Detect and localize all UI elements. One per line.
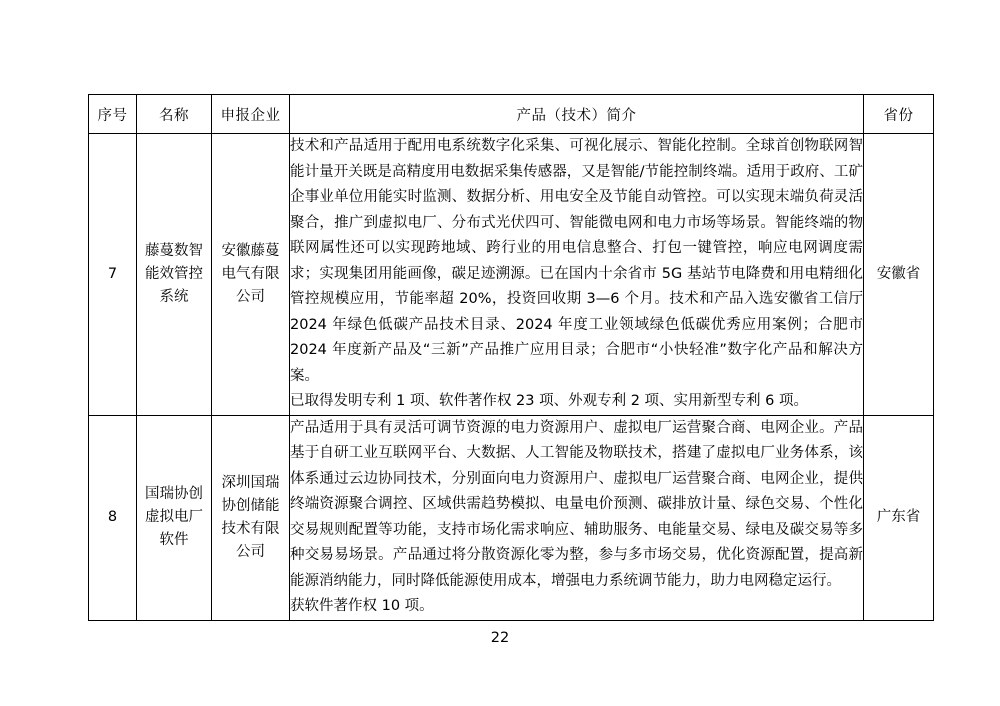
table-row	[89, 415, 934, 620]
cell-description	[290, 415, 864, 620]
description-paragraph: 产品适用于具有灵活可调节资源的电力资源用户、虚拟电厂运营聚合商、电网企业。产品基于自研工业互联网平台、大数据、人工智能及物联技术，搭建了虚拟电厂业务体系，该体系通过云边协同技术，分别面向电力资源用户、虚拟电厂运营聚合商、电网企业，提供终端资源聚合调控、区域供需趋势模拟、电量电价预测、碳排放计量、绿色交易、个性化交易规则配置等功能，支持市场化需求响应、辅助服务、电能量交易、绿电及碳交易等多种交易易场景。产品通过将分散资源化零为整，参与多市场交易，优化资源配置，提高新能源消纳能力，同时降低能源使用成本，增强电力系统调节能力，助力电网稳定运行。	[290, 419, 863, 589]
description-paragraph: 获软件著作权 10 项。	[290, 598, 434, 614]
cell-province: 广东省	[864, 415, 934, 620]
cell-sequence: 8	[89, 415, 137, 620]
table-header-row	[89, 95, 934, 134]
table-row	[89, 134, 934, 416]
cell-description	[290, 134, 864, 416]
cell-name: 藤蔓数智能效管控系统	[137, 134, 212, 416]
column-header-company: 申报企业	[212, 95, 290, 134]
description-paragraph: 已取得发明专利 1 项、软件著作权 23 项、外观专利 2 项、实用新型专利 6 项。	[290, 393, 808, 409]
cell-name: 国瑞协创虚拟电厂软件	[137, 415, 212, 620]
cell-company: 安徽藤蔓电气有限公司	[212, 134, 290, 416]
table-body	[89, 134, 934, 621]
column-header-sequence: 序号	[89, 95, 137, 134]
cell-company: 深圳国瑞协创储能技术有限公司	[212, 415, 290, 620]
description-paragraph: 技术和产品适用于配用电系统数字化采集、可视化展示、智能化控制。全球首创物联网智能计量开关既是高精度用电数据采集传感器，又是智能/节能控制终端。适用于政府、工矿企事业单位用能实时监测、数据分析、用电安全及节能自动管控。可以实现末端负荷灵活聚合，推广到虚拟电厂、分布式光伏四可、智能微电网和电力市场等场景。智能终端的物联网属性还可以实现跨地域、跨行业的用电信息整合、打包一键管控，响应电网调度需求；实现集团用能画像，碳足迹溯源。已在国内十余省市 5G 基站节电降费和用电精细化管控规模应用，节能率超 20%，投资回收期 3—6 个月。技术和产品入选安徽省工信厅 2024 年绿色低碳产品技术目录、2024 年度工业领域绿色低碳优秀应用案例；合肥市 2024 年度新产品及“三新”产品推广应用目录；合肥市“小快轻准”数字化产品和解决方案。	[290, 138, 863, 384]
cell-sequence: 7	[89, 134, 137, 416]
table-header	[89, 95, 934, 134]
page-number: 22	[490, 630, 510, 646]
cell-province: 安徽省	[864, 134, 934, 416]
column-header-province: 省份	[864, 95, 934, 134]
product-technology-table	[88, 94, 934, 621]
column-header-name: 名称	[137, 95, 212, 134]
column-header-description: 产品（技术）简介	[290, 95, 864, 134]
